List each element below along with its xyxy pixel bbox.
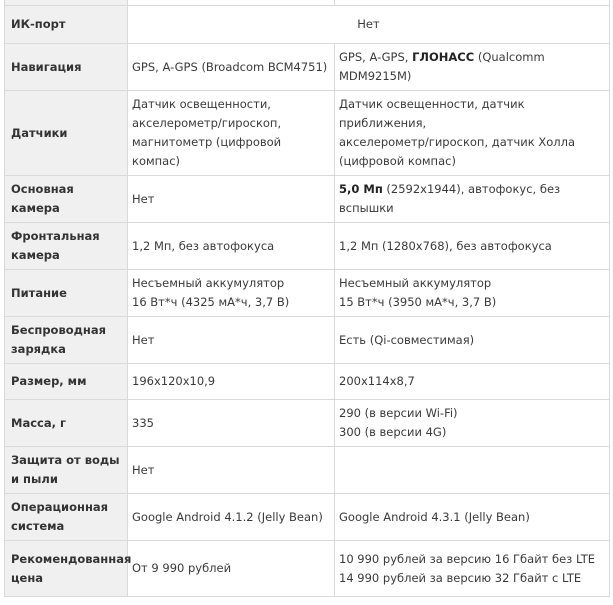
spec-value-device-a: [128, 44, 335, 91]
device-a-line: 1,2 Мп, без автофокуса: [132, 238, 275, 253]
device-a-line: Нет: [132, 462, 155, 477]
device-b-line: MDM9215M): [339, 69, 412, 83]
spec-value-device-b: [335, 364, 610, 400]
spec-row: [5, 91, 610, 176]
device-b-line: 10 990 рублей за версию 16 Гбайт без LTE: [339, 551, 596, 566]
spec-value-device-a: [128, 364, 335, 400]
spec-row: [5, 44, 610, 91]
spec-value-device-b: [335, 400, 610, 447]
device-a-line: 16 Вт*ч (4325 мА*ч, 3,7 В): [132, 295, 290, 309]
device-b-line: Датчик освещенности, датчик приближения,: [339, 97, 525, 130]
spec-row: [5, 223, 610, 270]
spec-value-device-b: [335, 44, 610, 91]
spec-value-device-b: [335, 541, 610, 597]
device-b-line: [339, 180, 605, 199]
spec-row: [5, 176, 610, 223]
spec-value-device-b: [335, 176, 610, 223]
device-a-line: От 9 990 рублей: [132, 561, 232, 575]
spec-value-device-b: [335, 447, 610, 494]
spec-row: [5, 494, 610, 541]
device-a-line: акселерометр/гироскоп,: [132, 116, 282, 130]
spec-row: [5, 364, 610, 400]
spec-value-device-a: [128, 494, 335, 541]
spec-value-device-a: [128, 270, 335, 317]
spec-row: [5, 541, 610, 597]
spec-label: Питание: [5, 270, 128, 317]
device-b-line: [339, 48, 605, 67]
device-b-text: (Qualcomm: [474, 50, 545, 64]
spec-value-device-a: [128, 91, 335, 176]
spec-label: Навигация: [5, 44, 128, 91]
spec-value-device-a: [128, 541, 335, 597]
device-b-text: GPS, A-GPS,: [339, 50, 413, 64]
device-b-line: 300 (в версии 4G): [339, 425, 447, 439]
spec-row: [5, 6, 610, 44]
device-a-line: 196x120x10,9: [132, 374, 216, 388]
device-b-line: вспышки: [339, 201, 394, 215]
specs-table-body: [5, 0, 610, 597]
spec-label: Рекомендованная цена: [5, 541, 128, 597]
spec-label: Датчики: [5, 91, 128, 176]
device-b-line: 15 Вт*ч (3950 мА*ч, 3,7 В): [339, 295, 497, 309]
device-b-line: 200x114x8,7: [339, 374, 415, 388]
device-b-line: 14 990 рублей за версию 32 Гбайт с LTE: [339, 570, 582, 585]
device-a-line: Нет: [132, 191, 155, 206]
device-a-line: магнитометр (цифровой компас): [132, 135, 282, 168]
device-a-line: GPS, A-GPS (Broadcom BCM4751): [132, 59, 328, 74]
device-a-line: Несъемный аккумулятор: [132, 276, 285, 290]
spec-value-device-a: [128, 400, 335, 447]
spec-label: Фронтальная камера: [5, 223, 128, 270]
device-b-line: Есть (Qi-совместимая): [339, 332, 475, 347]
spec-value-device-b: [335, 270, 610, 317]
spec-label: Размер, мм: [5, 364, 128, 400]
spec-label: Защита от воды и пыли: [5, 447, 128, 494]
spec-label: Беспроводная зарядка: [5, 317, 128, 364]
spec-value-merged: Нет: [128, 6, 610, 44]
device-b-line: Google Android 4.3.1 (Jelly Bean): [339, 509, 530, 524]
spec-value-device-a: [128, 317, 335, 364]
spec-label: Операционная система: [5, 494, 128, 541]
spec-value-device-b: [335, 91, 610, 176]
specs-comparison-table: [4, 0, 610, 597]
device-b-bold-text: ГЛОНАСС: [412, 50, 475, 64]
spec-value-device-a: [128, 223, 335, 270]
spec-label: Основная камера: [5, 176, 128, 223]
device-a-line: Нет: [132, 332, 155, 347]
spec-value-device-b: [335, 494, 610, 541]
device-b-line: 290 (в версии Wi-Fi): [339, 406, 458, 420]
spec-value-device-b: [335, 223, 610, 270]
device-b-line: Несъемный аккумулятор: [339, 276, 492, 290]
spec-row: [5, 270, 610, 317]
spec-value-device-a: [128, 447, 335, 494]
device-b-line: 1,2 Мп (1280x768), без автофокуса: [339, 238, 552, 253]
device-b-line: акселерометр/гироскоп, датчик Холла: [339, 135, 575, 149]
device-a-line: Датчик освещенности,: [132, 97, 271, 111]
spec-label: ИК-порт: [5, 6, 128, 44]
device-a-line: Google Android 4.1.2 (Jelly Bean): [132, 509, 323, 524]
device-a-line: 335: [132, 415, 154, 430]
spec-value-device-a: [128, 176, 335, 223]
device-b-bold-text: 5,0 Мп: [339, 182, 383, 196]
spec-value-device-b: [335, 317, 610, 364]
spec-row: [5, 400, 610, 447]
spec-label: Масса, г: [5, 400, 128, 447]
device-b-line: (цифровой компас): [339, 154, 456, 168]
spec-row: [5, 447, 610, 494]
spec-row: [5, 317, 610, 364]
device-b-text: (2592x1944), автофокус, без: [382, 182, 561, 196]
